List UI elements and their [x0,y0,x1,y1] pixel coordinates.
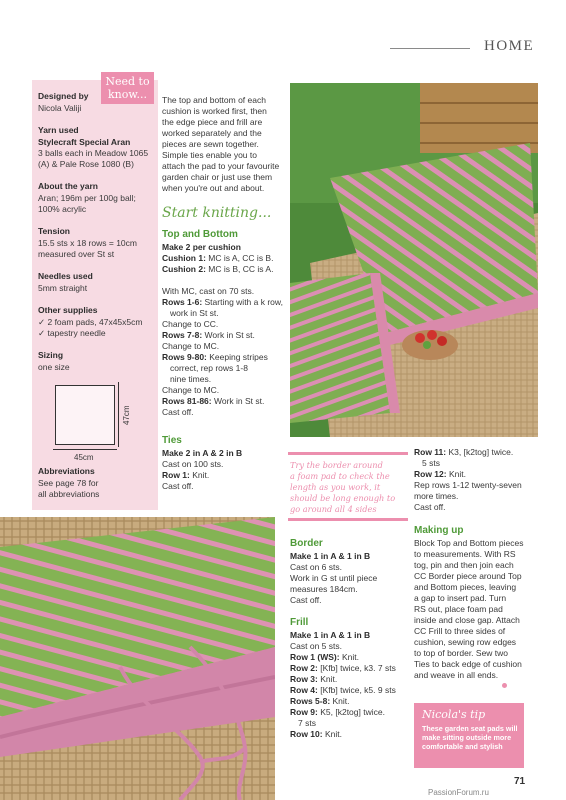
row-text: Starting with a k row, [202,297,283,307]
quote-line: Try the border around [290,460,383,470]
row-label: Rows 1-6: [162,297,203,307]
row-text: 5 sts [422,458,440,468]
instruction-bold: Make 1 in A & 1 in B [290,630,371,640]
row-text: measures 184cm. [290,584,358,594]
sizing-heading: Sizing [38,350,64,360]
border-tip-quote [290,460,408,515]
header-rule [390,48,470,49]
start-knitting-heading: Start knitting... [162,205,272,221]
row-text: Change to CC. [162,319,219,329]
yarn-detail: (A) & Pale Rose 1080 (B) [38,159,134,169]
nicola-tip-text [422,724,518,751]
row-text: [Kfb] twice, k5. 9 sts [317,685,396,695]
row-text: Knit. [446,469,466,479]
row-text: Work in G st until piece [290,573,378,583]
frill-instructions [290,630,410,740]
tip-rule-bottom [288,518,408,521]
abbreviations-heading: Abbreviations [38,466,95,476]
row-text: to top of border. Sew two [414,648,509,658]
row-text: and Bottom pieces, leaving [414,582,517,592]
row-text: K5, [k2tog] twice. [317,707,385,717]
row-text: [Kfb] twice, k3. 7 sts [317,663,396,673]
row-text: tog, pin and then join each [414,560,514,570]
row-text: CC Border piece around Top [414,571,522,581]
row-text: Work in St st. [211,396,265,406]
row-text: work in St st. [170,308,219,318]
row-label: Row 3: [290,674,318,684]
ties-instructions [162,448,287,492]
making-up-heading: Making up [414,525,464,536]
designed-by-heading: Designed by [38,91,89,101]
tension-detail: measured over St st [38,249,115,259]
frill-heading: Frill [290,617,309,628]
row-label: Cushion 1: [162,253,206,263]
ties-heading: Ties [162,435,182,446]
badge-line: know... [108,88,147,101]
intro-line: worked separately and the [162,128,262,138]
intro-line: cushion is worked first, then [162,106,267,116]
row-text: correct, rep rows 1-8 [170,363,248,373]
row-label: Rows 5-8: [290,696,331,706]
row-text: Change to MC. [162,341,220,351]
row-text: Keeping stripes [206,352,268,362]
yarn-heading: Yarn used [38,125,79,135]
row-text: Ties to back edge of cushion [414,659,522,669]
row-text: MC is B, CC is A. [205,264,274,274]
about-yarn-detail: 100% acrylic [38,204,87,214]
page-number: 71 [514,776,526,787]
supplies-heading: Other supplies [38,305,98,315]
row-text: nine times. [170,374,212,384]
row-text: Knit. [317,674,338,684]
tip-line: comfortable and stylish [422,742,503,751]
tip-line: These garden seat pads will [422,724,518,733]
row-text: more times. [414,491,459,501]
row-text: Cast off. [162,407,194,417]
row-text: With MC, cast on 70 sts. [162,286,255,296]
about-yarn-detail: Aran; 196m per 100g ball; [38,193,136,203]
row-text: and weave in all ends. [414,670,499,680]
supplies-item: ✓ 2 foam pads, 47x45x5cm [38,317,143,327]
intro-line: Simple ties enable you to [162,150,257,160]
row-text: Work in St st. [202,330,255,340]
abbreviations-detail: all abbreviations [38,489,100,499]
badge-line: Need to [105,75,150,88]
row-text: a gap to insert pad. Turn [414,593,507,603]
frill-continued [414,447,534,513]
row-text: Knit. [339,652,359,662]
abbreviations-detail: See page 78 for [38,478,99,488]
row-text: Rep rows 1-12 twenty-seven [414,480,522,490]
row-text: Knit. [330,696,350,706]
row-text: Cast off. [162,481,194,491]
row-text: cushion, sewing row edges [414,637,517,647]
row-text: Cast on 6 sts. [290,562,342,572]
intro-line: the edge piece and frill are [162,117,263,127]
row-label: Row 4: [290,685,318,695]
sizing-detail: one size [38,362,70,372]
row-text: Knit. [322,729,342,739]
cushion-closeup-illustration [0,517,275,800]
row-text: to measurements. With RS [414,549,516,559]
supplies-item: ✓ tapestry needle [38,328,106,338]
border-instructions [290,551,410,606]
row-text: Cast off. [290,595,322,605]
row-label: Row 12: [414,469,447,479]
cushion-closeup-photo [0,517,275,800]
nicola-tip-title: Nicola's tip [422,708,486,721]
dimension-line-vertical [118,382,119,447]
cushion-picnic-photo [290,83,538,437]
row-text: 7 sts [298,718,316,728]
intro-line: attach the pad to your favourite [162,161,280,171]
intro-line: The top and bottom of each [162,95,266,105]
size-diagram [55,385,115,445]
row-label: Cushion 2: [162,264,206,274]
cushion-picnic-illustration [290,83,538,437]
needles-detail: 5mm straight [38,283,88,293]
intro-line: when you're out and about. [162,183,265,193]
row-text: Cast off. [414,502,446,512]
top-bottom-heading: Top and Bottom [162,229,238,240]
row-text: K3, [k2tog] twice. [446,447,514,457]
tip-rule-top [288,452,408,455]
quote-line: go around all 4 sides [290,504,377,514]
row-label: Rows 9-80: [162,352,207,362]
row-label: Row 9: [290,707,318,717]
top-bottom-instructions [162,242,287,418]
tension-detail: 15.5 sts x 18 rows = 10cm [38,238,137,248]
row-label: Row 1: [162,470,190,480]
tension-heading: Tension [38,226,70,236]
needles-heading: Needles used [38,271,93,281]
row-text: Block Top and Bottom pieces [414,538,524,548]
quote-line: a foam pad to check the [290,471,390,481]
intro-paragraph [162,95,287,194]
making-up-instructions [414,538,538,681]
intro-line: pieces are sewn together. [162,139,259,149]
row-label: Row 11: [414,447,447,457]
row-text: Knit. [189,470,210,480]
row-text: RS out, place foam pad [414,604,503,614]
border-heading: Border [290,538,323,549]
row-label: Rows 7-8: [162,330,203,340]
quote-line: length as you work, it [290,482,381,492]
intro-line: garden chair or just use them [162,172,273,182]
row-text: inside and close gap. Attach [414,615,520,625]
row-text: MC is A, CC is B. [205,253,274,263]
row-label: Row 1 (WS): [290,652,340,662]
end-marker-icon [502,683,507,688]
instruction-bold: Make 2 in A & 2 in B [162,448,243,458]
dimension-label-height: 47cm [122,405,131,425]
instruction-bold: Make 1 in A & 1 in B [290,551,371,561]
row-text: Cast on 5 sts. [290,641,342,651]
row-label: Rows 81-86: [162,396,212,406]
about-yarn-heading: About the yarn [38,181,98,191]
watermark: PassionForum.ru [428,788,489,797]
row-text: CC Frill to three sides of [414,626,506,636]
yarn-detail: 3 balls each in Meadow 1065 [38,148,149,158]
quote-line: should be long enough to [290,493,396,503]
dimension-line-horizontal [53,449,117,450]
row-label: Row 2: [290,663,318,673]
dimension-label-width: 45cm [74,453,94,462]
designer-name: Nicola Valiji [38,103,82,113]
row-text: Change to MC. [162,385,220,395]
section-title: HOME [484,38,535,54]
instruction-bold: Make 2 per cushion [162,242,241,252]
tip-line: make sitting outside more [422,733,512,742]
yarn-name: Stylecraft Special Aran [38,137,131,147]
row-label: Row 10: [290,729,323,739]
row-text: Cast on 100 sts. [162,459,224,469]
